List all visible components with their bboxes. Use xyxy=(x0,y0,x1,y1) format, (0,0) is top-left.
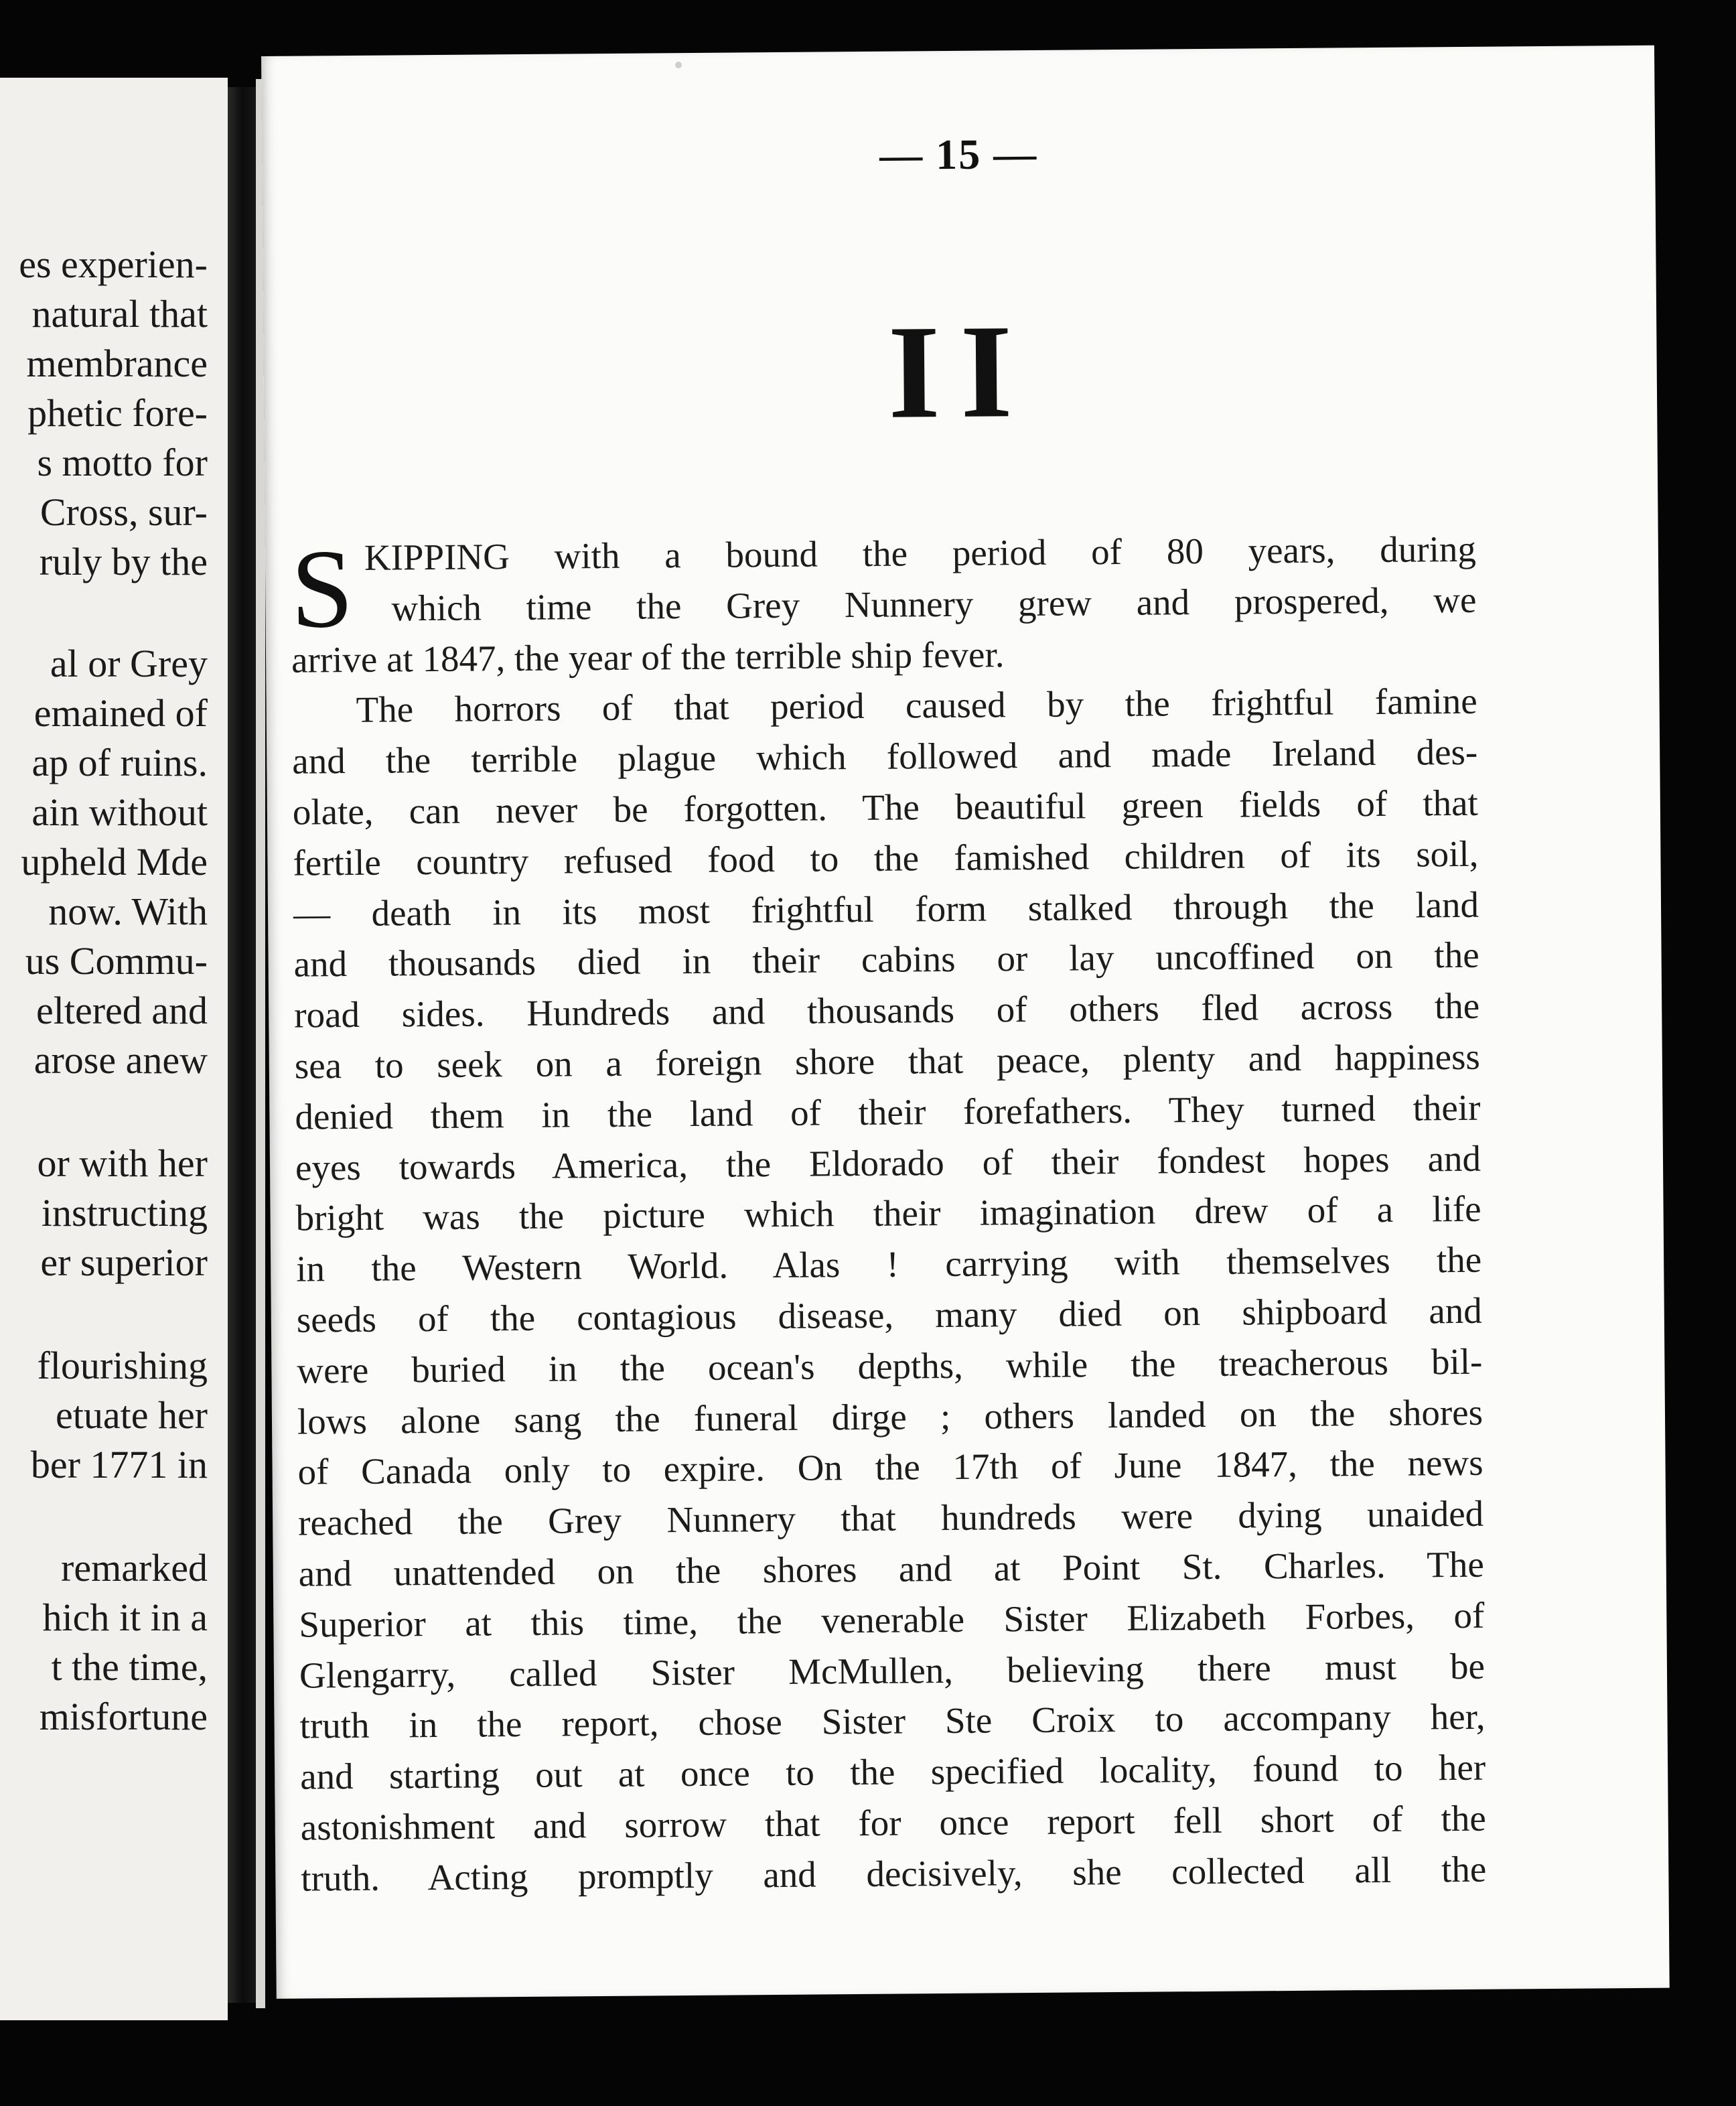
left-page-line: ber 1771 in xyxy=(30,1443,208,1486)
left-page-line: ruly by the xyxy=(39,540,208,583)
body-text xyxy=(291,524,1487,1904)
left-page-line: emained of xyxy=(33,691,208,735)
left-page-line: us Commu- xyxy=(25,939,208,983)
previous-page-fragment xyxy=(0,78,228,2020)
text-line: astonishment and sorrow that for once report fell short of the xyxy=(300,1797,1486,1848)
page-number: — 15 — xyxy=(879,129,1038,179)
left-page-line: t the time, xyxy=(51,1645,208,1689)
text-line: KIPPING with a bound the period of 80 years, during xyxy=(364,528,1477,578)
text-line: olate, can never be forgotten. The beautiful green fields of that xyxy=(292,782,1479,833)
left-page-line: ain without xyxy=(31,790,208,834)
text-line: seeds of the contagious disease, many died on shipboard and xyxy=(296,1289,1482,1340)
left-page-line: es experien- xyxy=(19,242,208,286)
text-line: Glengarry, called Sister McMullen, believing there must be xyxy=(299,1645,1486,1696)
text-line: which time the Grey Nunnery grew and prospered, we xyxy=(391,579,1477,629)
left-page-line: instructing xyxy=(41,1191,208,1235)
text-line: truth in the report, chose Sister Ste Croix to accompany her, xyxy=(299,1696,1486,1746)
text-line: sea to seek on a foreign shore that peace, plenty and happiness xyxy=(294,1036,1481,1086)
drop-cap: S xyxy=(290,526,354,652)
left-page-line: now. With xyxy=(48,890,208,933)
left-page-line: natural that xyxy=(31,292,208,336)
text-line: road sides. Hundreds and thousands of others fled across the xyxy=(294,985,1480,1036)
text-line: reached the Grey Nunnery that hundreds were dying unaided xyxy=(297,1492,1484,1543)
left-page-line: arose anew xyxy=(33,1038,208,1082)
left-page-line: misfortune xyxy=(39,1695,208,1738)
text-line: lows alone sang the funeral dirge ; others landed on the shores xyxy=(297,1391,1484,1442)
left-page-line: er superior xyxy=(40,1241,208,1284)
text-line: — death in its most frightful form stalked through the land xyxy=(293,884,1479,934)
text-line: bright was the picture which their imagination drew of a life xyxy=(295,1188,1481,1239)
text-line: denied them in the land of their forefathers. They turned their xyxy=(295,1086,1481,1137)
left-page-line: upheld Mde xyxy=(21,840,208,884)
left-page-line: Cross, sur- xyxy=(40,490,208,534)
text-line: in the Western World. Alas ! carrying with themselves the xyxy=(295,1239,1482,1289)
text-line: fertile country refused food to the famished children of its soil, xyxy=(293,833,1479,884)
text-line: of Canada only to expire. On the 17th of June 1847, the news xyxy=(297,1442,1484,1492)
text-line: and unattended on the shores and at Point St. Charles. The xyxy=(298,1543,1484,1594)
left-page-line: al or Grey xyxy=(50,642,208,685)
text-line: eyes towards America, the Eldorado of their fondest hopes and xyxy=(295,1137,1481,1188)
left-page-line: or with her xyxy=(37,1141,208,1185)
left-page-line: ap of ruins. xyxy=(31,741,208,784)
left-page-line: remarked xyxy=(61,1546,208,1590)
text-line: The horrors of that period caused by the frightful famine xyxy=(356,681,1477,731)
text-line: truth. Acting promptly and decisively, she collected all the xyxy=(301,1848,1487,1899)
left-page-line: membrance xyxy=(26,342,208,385)
left-page-line: eltered and xyxy=(35,989,208,1032)
text-line: and thousands died in their cabins or lay uncoffined on the xyxy=(293,934,1479,985)
text-line: were buried in the ocean's depths, while the treacherous bil- xyxy=(297,1340,1483,1391)
scan-speck xyxy=(675,62,682,68)
text-line: and starting out at once to the specified locality, found to her xyxy=(299,1746,1486,1797)
book-binding-gutter xyxy=(228,87,260,2003)
text-line: Superior at this time, the venerable Sister Elizabeth Forbes, of xyxy=(299,1594,1485,1645)
left-page-line: hich it in a xyxy=(42,1596,208,1639)
left-page-line: etuate her xyxy=(55,1393,208,1437)
chapter-heading: II xyxy=(887,297,1033,447)
left-page-line: flourishing xyxy=(37,1344,208,1387)
text-line: and the terrible plague which followed and made Ireland des- xyxy=(292,731,1478,782)
book-page xyxy=(261,46,1670,1999)
text-line: arrive at 1847, the year of the terrible ship fever. xyxy=(291,633,1005,681)
left-page-line: phetic fore- xyxy=(27,391,208,435)
left-page-line: s motto for xyxy=(37,441,208,484)
